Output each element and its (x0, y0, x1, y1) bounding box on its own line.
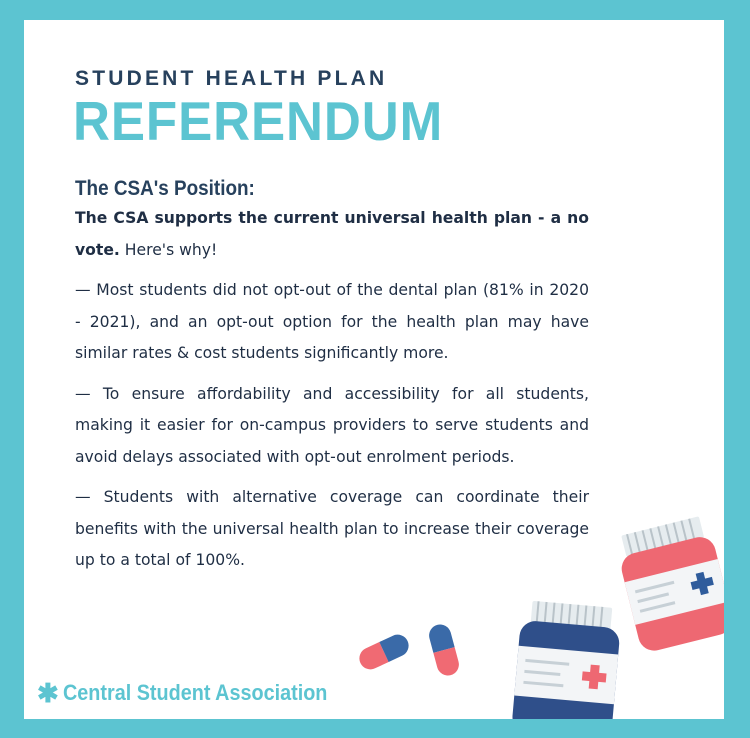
red-medicine-bottle-icon (613, 514, 724, 654)
asterisk-icon: ✱ (37, 678, 59, 708)
footer-logo (37, 680, 357, 706)
medicine-illustration (24, 20, 724, 719)
lead-bold: The CSA supports the current universal health plan - a no vote. (75, 209, 589, 259)
org-name: Central Student Association (62, 680, 328, 705)
poster-card (24, 20, 724, 719)
point-3: — Students with alternative coverage can coordinate their benefits with the universal health plan to increase their coverage up to a total of 100%. (75, 488, 589, 569)
point-2: — To ensure affordability and accessibility for all students, making it easier for on-campus providers to serve students and avoid delays associated with opt-out enrolment periods. (75, 384, 589, 466)
kicker-heading: STUDENT HEALTH PLAN (75, 67, 388, 90)
point-1: — Most students did not opt-out of the dental plan (81% in 2020 - 2021), and an opt-out option for the health plan may have similar rates & cost students significantly more. (75, 281, 589, 362)
headline: REFERENDUM (73, 90, 444, 152)
position-title: The CSA's Position: (75, 177, 255, 200)
lead-rest: Here's why! (119, 240, 218, 259)
capsule-pill-icon (427, 622, 462, 678)
capsule-pill-icon (356, 631, 412, 673)
blue-medicine-bottle-icon (511, 600, 622, 719)
